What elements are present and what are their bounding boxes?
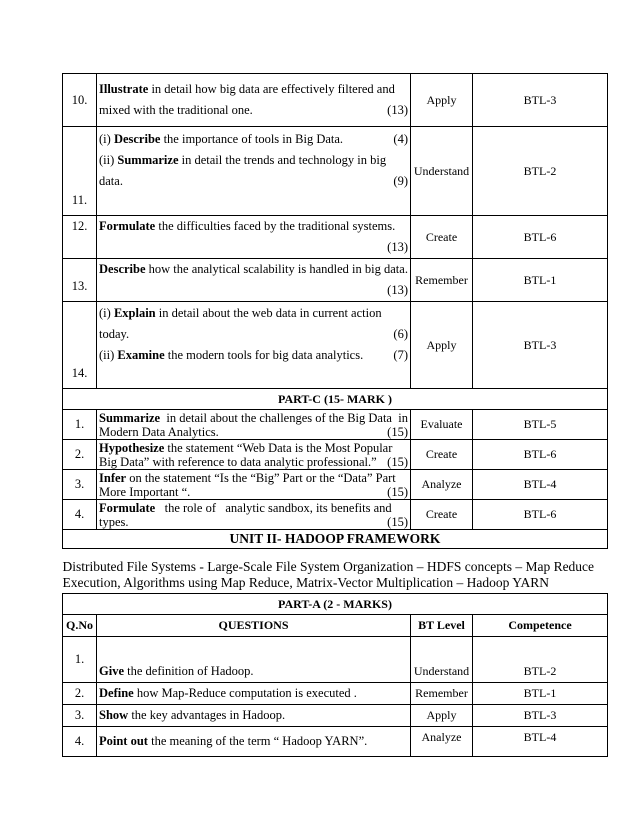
bt-level: Remember — [411, 683, 473, 705]
syllabus-row — [63, 549, 608, 594]
competence: BTL-1 — [473, 259, 608, 302]
bt-level: Apply — [411, 705, 473, 727]
competence: BTL-1 — [473, 683, 608, 705]
column-header-no: Q.No — [63, 615, 97, 637]
question-bank-page — [62, 73, 607, 757]
question-number: 11. — [63, 127, 97, 216]
bt-level: Create — [411, 440, 473, 470]
table-row — [63, 74, 608, 127]
column-header-level: BT Level — [411, 615, 473, 637]
unit-title: UNIT II- HADOOP FRAMEWORK — [63, 530, 608, 549]
bt-level: Remember — [411, 259, 473, 302]
table-row — [63, 302, 608, 389]
table-row — [63, 127, 608, 216]
unit-header-row — [63, 530, 608, 549]
column-header-questions: QUESTIONS — [97, 615, 411, 637]
table-row — [63, 410, 608, 440]
competence: BTL-4 — [473, 470, 608, 500]
question-text: Show the key advantages in Hadoop. — [97, 705, 411, 727]
competence: BTL-3 — [473, 705, 608, 727]
competence: BTL-2 — [473, 637, 608, 683]
bt-level: Understand — [411, 637, 473, 683]
question-number: 1. — [63, 410, 97, 440]
bt-level: Understand — [411, 127, 473, 216]
column-header-row — [63, 615, 608, 637]
question-text: (i) Explain in detail about the web data in current action today. (6) (ii) Examine the modern tools for big data analytics. (7) — [97, 302, 411, 389]
competence: BTL-6 — [473, 440, 608, 470]
question-number: 1. — [63, 637, 97, 683]
question-number: 13. — [63, 259, 97, 302]
question-number: 4. — [63, 727, 97, 757]
table-row — [63, 470, 608, 500]
part-a-title: PART-A (2 - MARKS) — [63, 594, 608, 615]
unit-syllabus: Distributed File Systems - Large-Scale File System Organization – HDFS concepts – Map Reduce Execution, Algorithms using Map Reduce, Matrix-Vector Multiplication – Hadoop YARN — [63, 549, 608, 594]
question-text: Define how Map-Reduce computation is executed . — [97, 683, 411, 705]
marks: (13) — [387, 103, 408, 117]
question-text: Summarize in detail about the challenges of the Big Data in Modern Data Analytics. (15) — [97, 410, 411, 440]
question-number: 12. — [63, 216, 97, 259]
question-number: 3. — [63, 470, 97, 500]
competence: BTL-6 — [473, 500, 608, 530]
part-c-title: PART-C (15- MARK ) — [63, 389, 608, 410]
table-row — [63, 637, 608, 683]
bt-level: Apply — [411, 302, 473, 389]
question-text: Give the definition of Hadoop. — [97, 637, 411, 683]
question-text: Infer on the statement “Is the “Big” Part or the “Data” Part More Important “. (15) — [97, 470, 411, 500]
table-row — [63, 440, 608, 470]
question-number: 2. — [63, 440, 97, 470]
question-number: 10. — [63, 74, 97, 127]
bt-level: Evaluate — [411, 410, 473, 440]
bt-level: Create — [411, 216, 473, 259]
competence: BTL-6 — [473, 216, 608, 259]
competence: BTL-4 — [473, 727, 608, 757]
question-text: Describe how the analytical scalability is handled in big data. (13) — [97, 259, 411, 302]
question-text: Point out the meaning of the term “ Hadoop YARN”. — [97, 727, 411, 757]
question-table — [62, 73, 608, 757]
column-header-competence: Competence — [473, 615, 608, 637]
question-number: 3. — [63, 705, 97, 727]
table-row — [63, 705, 608, 727]
table-row — [63, 500, 608, 530]
question-number: 4. — [63, 500, 97, 530]
section-header-row — [63, 594, 608, 615]
bt-level: Create — [411, 500, 473, 530]
table-row — [63, 259, 608, 302]
bt-level: Apply — [411, 74, 473, 127]
bt-level: Analyze — [411, 727, 473, 757]
table-row — [63, 683, 608, 705]
table-row — [63, 727, 608, 757]
question-text: Illustrate in detail how big data are effectively filtered and mixed with the traditional one. (13) — [97, 74, 411, 127]
competence: BTL-5 — [473, 410, 608, 440]
question-text: Formulate the role of analytic sandbox, its benefits and types. (15) — [97, 500, 411, 530]
question-text: Formulate the difficulties faced by the traditional systems. (13) — [97, 216, 411, 259]
competence: BTL-3 — [473, 74, 608, 127]
competence: BTL-3 — [473, 302, 608, 389]
competence: BTL-2 — [473, 127, 608, 216]
question-text: (i) Describe the importance of tools in Big Data. (4) (ii) Summarize in detail the trends and technology in big data. (9) — [97, 127, 411, 216]
question-number: 14. — [63, 302, 97, 389]
bt-level: Analyze — [411, 470, 473, 500]
question-text: Hypothesize the statement “Web Data is the Most Popular Big Data” with reference to data analytic professional.” (15) — [97, 440, 411, 470]
question-number: 2. — [63, 683, 97, 705]
section-header-row — [63, 389, 608, 410]
table-row — [63, 216, 608, 259]
